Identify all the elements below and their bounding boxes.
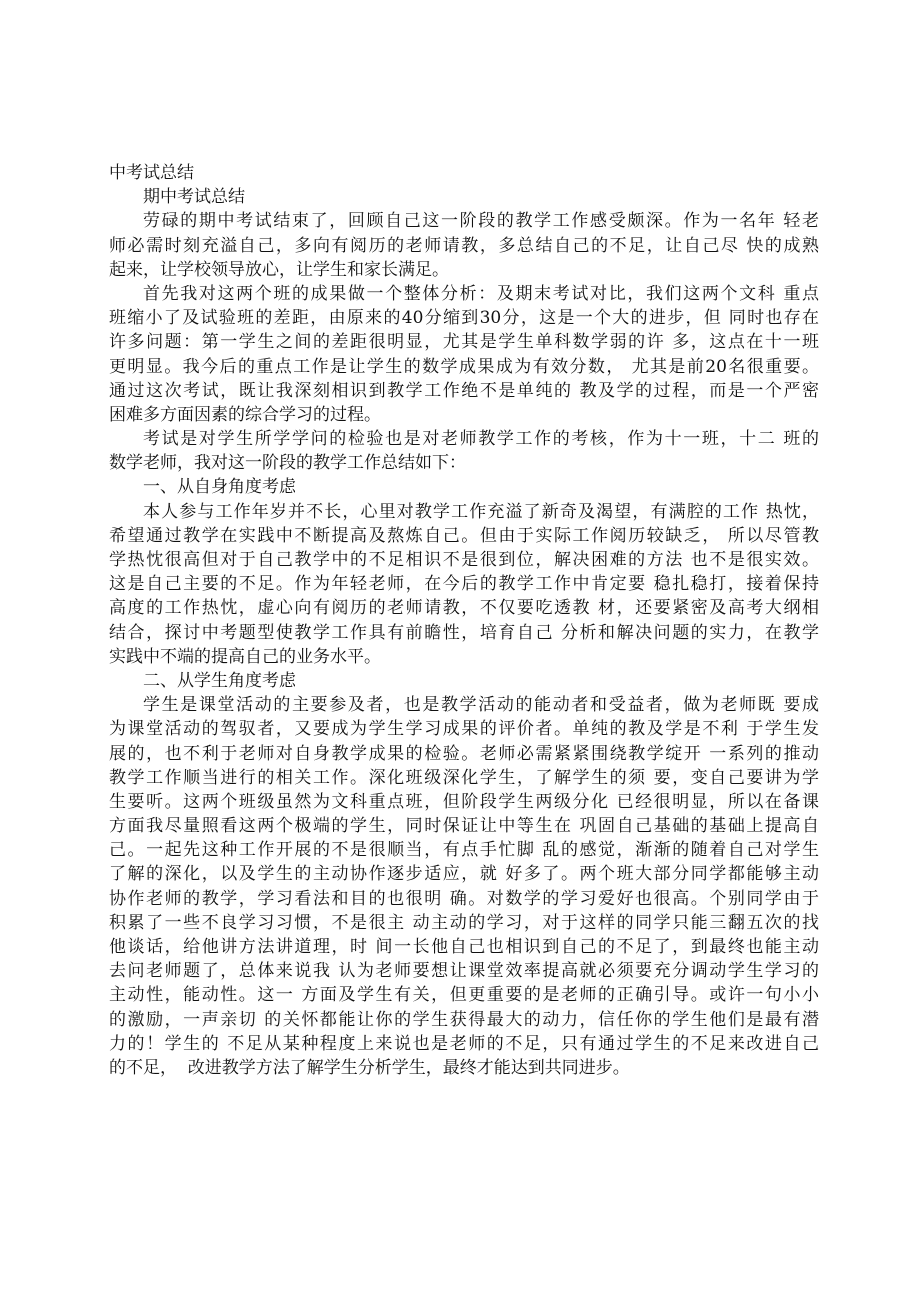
text-line: 实践中不端的提高自己的业务水平。 — [109, 646, 381, 667]
document-page — [109, 161, 819, 1080]
text-line: 师必需时刻充溢自己，多向有阅历的老师请教，多总结自己的不足，让自己尽 快的成熟 — [109, 235, 819, 256]
text-line: 生要听。这两个班级虽然为文科重点班，但阶段学生两级分化 已经很明显，所以在备课 — [109, 791, 819, 812]
text-line: 方面我尽量照看这两个极端的学生，同时保证让中等生在 巩固自己基础的基础上提高自 — [109, 816, 819, 837]
text-line: 为课堂活动的驾驭者，又要成为学生学习成果的评价者。单纯的教及学是不利 于学生发 — [109, 719, 819, 740]
text-line: 通过这次考试，既让我深刻相识到教学工作绝不是单纯的 教及学的过程，而是一个严密 — [109, 380, 819, 401]
text-line: 的激励，一声亲切 的关怀都能让你的学生获得最大的动力，信任你的学生他们是最有潜 — [109, 1009, 819, 1030]
section-heading — [109, 475, 819, 499]
paragraph — [109, 500, 819, 669]
text-line: 学生是课堂活动的主要参及者，也是教学活动的能动者和受益者，做为老师既 要成 — [143, 695, 819, 716]
text-line: 起来，让学校领导放心，让学生和家长满足。 — [109, 259, 449, 280]
text-line: 数学老师，我对这一阶段的教学工作总结如下： — [109, 453, 466, 474]
text-line: 的不足， 改进教学方法了解学生分析学生，最终才能达到共同进步。 — [109, 1057, 630, 1078]
paragraph — [109, 282, 819, 427]
text-line: 去问老师题了，总体来说我 认为老师要想让课堂效率提高就必须要充分调动学生学习的 — [109, 961, 819, 982]
text-line: 这是自己主要的不足。作为年轻老师，在今后的教学工作中肯定要 稳扎稳打，接着保持 — [109, 574, 819, 595]
text-line: 二、从学生角度考虑 — [143, 670, 296, 691]
text-line: 本人参与工作年岁并不长，心里对教学工作充溢了新奇及渴望，有满腔的工作 热忱， — [143, 501, 819, 522]
text-line: 结合，探讨中考题型使教学工作具有前瞻性，培育自己 分析和解决问题的实力，在教学 — [109, 622, 819, 643]
text-line: 积累了一些不良学习习惯，不是很主 动主动的学习，对于这样的同学只能三翻五次的找 — [109, 912, 819, 933]
text-line: 首先我对这两个班的成果做一个整体分析：及期末考试对比，我们这两个文科 重点 — [143, 283, 819, 304]
text-line: 协作老师的教学，学习看法和目的也很明 确。对数学的学习爱好也很高。个别同学由于 — [109, 888, 819, 909]
text-line: 了解的深化，以及学生的主动协作逐步适应，就 好多了。两个班大部分同学都能够主动 — [109, 864, 819, 885]
text-line: 教学工作顺当进行的相关工作。深化班级深化学生，了解学生的须 要，变自己要讲为学 — [109, 767, 819, 788]
text-line: 劳碌的期中考试结束了，回顾自己这一阶段的教学工作感受颇深。作为一名年 轻老 — [143, 211, 819, 232]
text-line: 一、从自身角度考虑 — [143, 477, 296, 498]
document-header: 中考试总结 — [109, 163, 194, 183]
text-line: 学热忱很高但对于自己教学中的不足相识不是很到位，解决困难的方法 也不是很实效。 — [109, 550, 819, 570]
text-line: 主动性，能动性。这一 方面及学生有关，但更重要的是老师的正确引导。或许一句小小 — [109, 985, 819, 1006]
text-line: 他谈话，给他讲方法讲道理，时 间一长他自己也相识到自己的不足了，到最终也能主动 — [109, 937, 819, 957]
text-line: 许多问题：第一学生之间的差距很明显，尤其是学生单科数学弱的许 多，这点在十一班 — [109, 332, 819, 353]
text-line: 考试是对学生所学学问的检验也是对老师教学工作的考核，作为十一班，十二 班的 — [143, 429, 819, 450]
text-line: 己。一起先这种工作开展的不是很顺当，有点手忙脚 乱的感觉，渐渐的随着自己对学生 — [109, 840, 819, 861]
paragraph — [109, 427, 819, 475]
text-line: 班缩小了及试验班的差距，由原来的40分缩到30分，这是一个大的进步，但 同时也存在 — [109, 308, 819, 329]
text-line: 困难多方面因素的综合学习的过程。 — [109, 404, 381, 425]
document-title: 期中考试总结 — [143, 187, 245, 208]
section-heading — [109, 669, 819, 693]
paragraph — [109, 693, 819, 1080]
document-body — [109, 209, 819, 1080]
text-line: 展的，也不利于老师对自身教学成果的检验。老师必需紧紧围绕教学绽开 一系列的推动 — [109, 743, 819, 764]
text-line: 力的！学生的 不足从某种程度上来说也是老师的不足，只有通过学生的不足来改进自己 — [109, 1033, 819, 1054]
paragraph — [109, 209, 819, 282]
text-line: 更明显。我今后的重点工作是让学生的数学成果成为有效分数， 尤其是前20名很重要。 — [109, 356, 819, 377]
text-line: 高度的工作热忱，虚心向有阅历的老师请教，不仅要吃透教 材，还要紧密及高考大纲相 — [109, 598, 819, 619]
text-line: 希望通过教学在实践中不断提高及熬炼自己。但由于实际工作阅历较缺乏， 所以尽管教 — [109, 525, 819, 546]
